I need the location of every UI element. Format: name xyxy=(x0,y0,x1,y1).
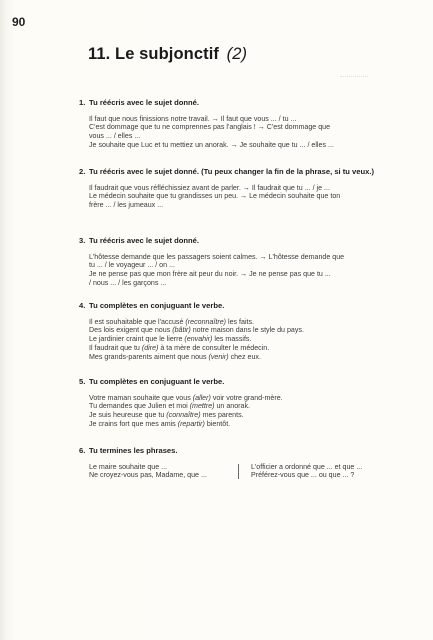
column-divider xyxy=(238,464,245,480)
exercise-body xyxy=(89,394,379,430)
exercise-heading xyxy=(79,167,379,178)
exercise-sentence xyxy=(89,353,379,362)
exercise-body-columns xyxy=(89,463,379,481)
verb-infinitive: (repartir) xyxy=(177,420,205,429)
exercise-instruction: Tu réécris avec le sujet donné. (Tu peux changer la fin de la phrase, si tu veux.) xyxy=(89,167,374,176)
exercise-line: Le médecin souhaite que tu grandisses un peu. → Le médecin souhaite que ton xyxy=(89,192,341,201)
exercise-line: / nous ... / les garçons ... xyxy=(89,279,167,288)
exercise-line: L'hôtesse demande que les passagers soient calmes. → L'hôtesse demande que xyxy=(89,252,345,261)
exercise-line: tu ... / le voyageur ... / on ... xyxy=(89,261,175,270)
sentence-text: voir votre grand-mère. xyxy=(210,393,283,402)
sentence-text: Il est souhaitable que l'accusé xyxy=(89,317,186,326)
exercise-body xyxy=(89,318,379,363)
sentence-text: Le jardinier craint que le lierre xyxy=(89,335,185,344)
verb-infinitive: (reconnaître) xyxy=(185,317,227,326)
sentence-text: Je crains fort que mes amis xyxy=(89,420,178,429)
exercise-instruction: Tu réécris avec le sujet donné. xyxy=(89,98,200,107)
chapter-subtitle: (2) xyxy=(226,45,248,63)
exercise-line: Il faudrait que vous réfléchissiez avant de parler. → Il faudrait que tu ... / je ... xyxy=(89,183,330,192)
exercise-sentence xyxy=(89,326,379,335)
sentence-text: Mes grands-parents aiment que nous xyxy=(89,353,209,362)
verb-infinitive: (venir) xyxy=(208,353,229,362)
exercise-number: 4. xyxy=(79,301,86,310)
exercise-sentence xyxy=(89,394,379,403)
exercise-body xyxy=(89,115,379,151)
exercise-line: Ne croyez-vous pas, Madame, que ... xyxy=(89,471,207,480)
exercise-line: C'est dommage que tu ne comprennes pas l'anglais ! → C'est dommage que xyxy=(89,123,331,132)
exercise-body xyxy=(89,253,379,289)
exercise-heading xyxy=(79,236,379,247)
sentence-text: Je suis heureuse que tu xyxy=(89,411,167,420)
sentence-text: bientôt. xyxy=(204,420,231,429)
sentence-text: notre maison dans le style du pays. xyxy=(190,326,304,335)
exercise-2 xyxy=(79,167,379,210)
right-column xyxy=(251,463,362,481)
exercise-instruction: Tu complètes en conjuguant le verbe. xyxy=(89,377,225,386)
exercise-sentence xyxy=(89,411,379,420)
exercise-line: frère ... / les jumeaux ... xyxy=(89,201,164,210)
exercise-heading xyxy=(79,301,379,312)
exercise-instruction: Tu termines les phrases. xyxy=(89,446,178,455)
exercise-sentence xyxy=(89,402,379,411)
exercise-6 xyxy=(79,446,379,480)
exercise-line: vous ... / elles ... xyxy=(89,132,141,141)
sentence-text: un anorak. xyxy=(214,402,251,411)
exercise-5 xyxy=(79,377,379,429)
exercise-instruction: Tu réécris avec le sujet donné. xyxy=(89,236,200,245)
verb-infinitive: (aller) xyxy=(192,393,211,402)
verb-infinitive: (envahir) xyxy=(184,335,213,344)
sentence-text: les massifs. xyxy=(212,335,252,344)
exercise-sentence xyxy=(89,344,379,353)
exercise-heading xyxy=(79,98,379,109)
exercise-4 xyxy=(79,301,379,362)
exercise-line: Je souhaite que Luc et tu mettiez un anorak. → Je souhaite que tu ... / elles ... xyxy=(89,141,334,150)
exercise-line: Le maire souhaite que ... xyxy=(89,462,168,471)
exercise-heading xyxy=(79,377,379,388)
sentence-text: Votre maman souhaite que vous xyxy=(89,393,193,402)
exercise-3 xyxy=(79,236,379,288)
chapter-title-text: 11. Le subjonctif xyxy=(88,45,219,63)
exercise-number: 5. xyxy=(79,377,86,386)
verb-infinitive: (dire) xyxy=(141,344,159,353)
exercise-number: 6. xyxy=(79,446,86,455)
verb-infinitive: (connaître) xyxy=(166,411,201,420)
left-column xyxy=(89,463,235,481)
verb-infinitive: (bâtir) xyxy=(172,326,191,335)
exercise-number: 3. xyxy=(79,236,86,245)
exercise-line: L'officier a ordonné que ... et que ... xyxy=(251,462,363,471)
exercise-sentence xyxy=(89,318,379,327)
sentence-text: Tu demandes que Julien et moi xyxy=(89,402,190,411)
verb-infinitive: (mettre) xyxy=(189,402,215,411)
sentence-text: Il faudrait que tu xyxy=(89,344,142,353)
exercise-body xyxy=(89,184,379,211)
exercise-number: 2. xyxy=(79,167,86,176)
sentence-text: mes parents. xyxy=(200,411,244,420)
exercise-sentence xyxy=(89,420,379,429)
sentence-text: les faits. xyxy=(226,317,255,326)
faint-pencil-mark xyxy=(340,70,368,77)
sentence-text: Des lois exigent que nous xyxy=(89,326,173,335)
exercise-number: 1. xyxy=(79,98,86,107)
chapter-title xyxy=(88,45,247,64)
page-number: 90 xyxy=(12,15,26,29)
exercise-line: Il faut que nous finissions notre travail. → Il faut que vous ... / tu ... xyxy=(89,114,297,123)
sentence-text: à ta mère de consulter le médecin. xyxy=(158,344,270,353)
exercise-line: Je ne pense pas que mon frère ait peur du noir. → Je ne pense pas que tu ... xyxy=(89,270,331,279)
exercise-heading xyxy=(79,446,379,457)
exercise-instruction: Tu complètes en conjuguant le verbe. xyxy=(89,301,225,310)
exercise-line: Préférez-vous que ... ou que ... ? xyxy=(251,471,355,480)
exercise-1 xyxy=(79,98,379,150)
sentence-text: chez eux. xyxy=(228,353,261,362)
exercise-sentence xyxy=(89,335,379,344)
